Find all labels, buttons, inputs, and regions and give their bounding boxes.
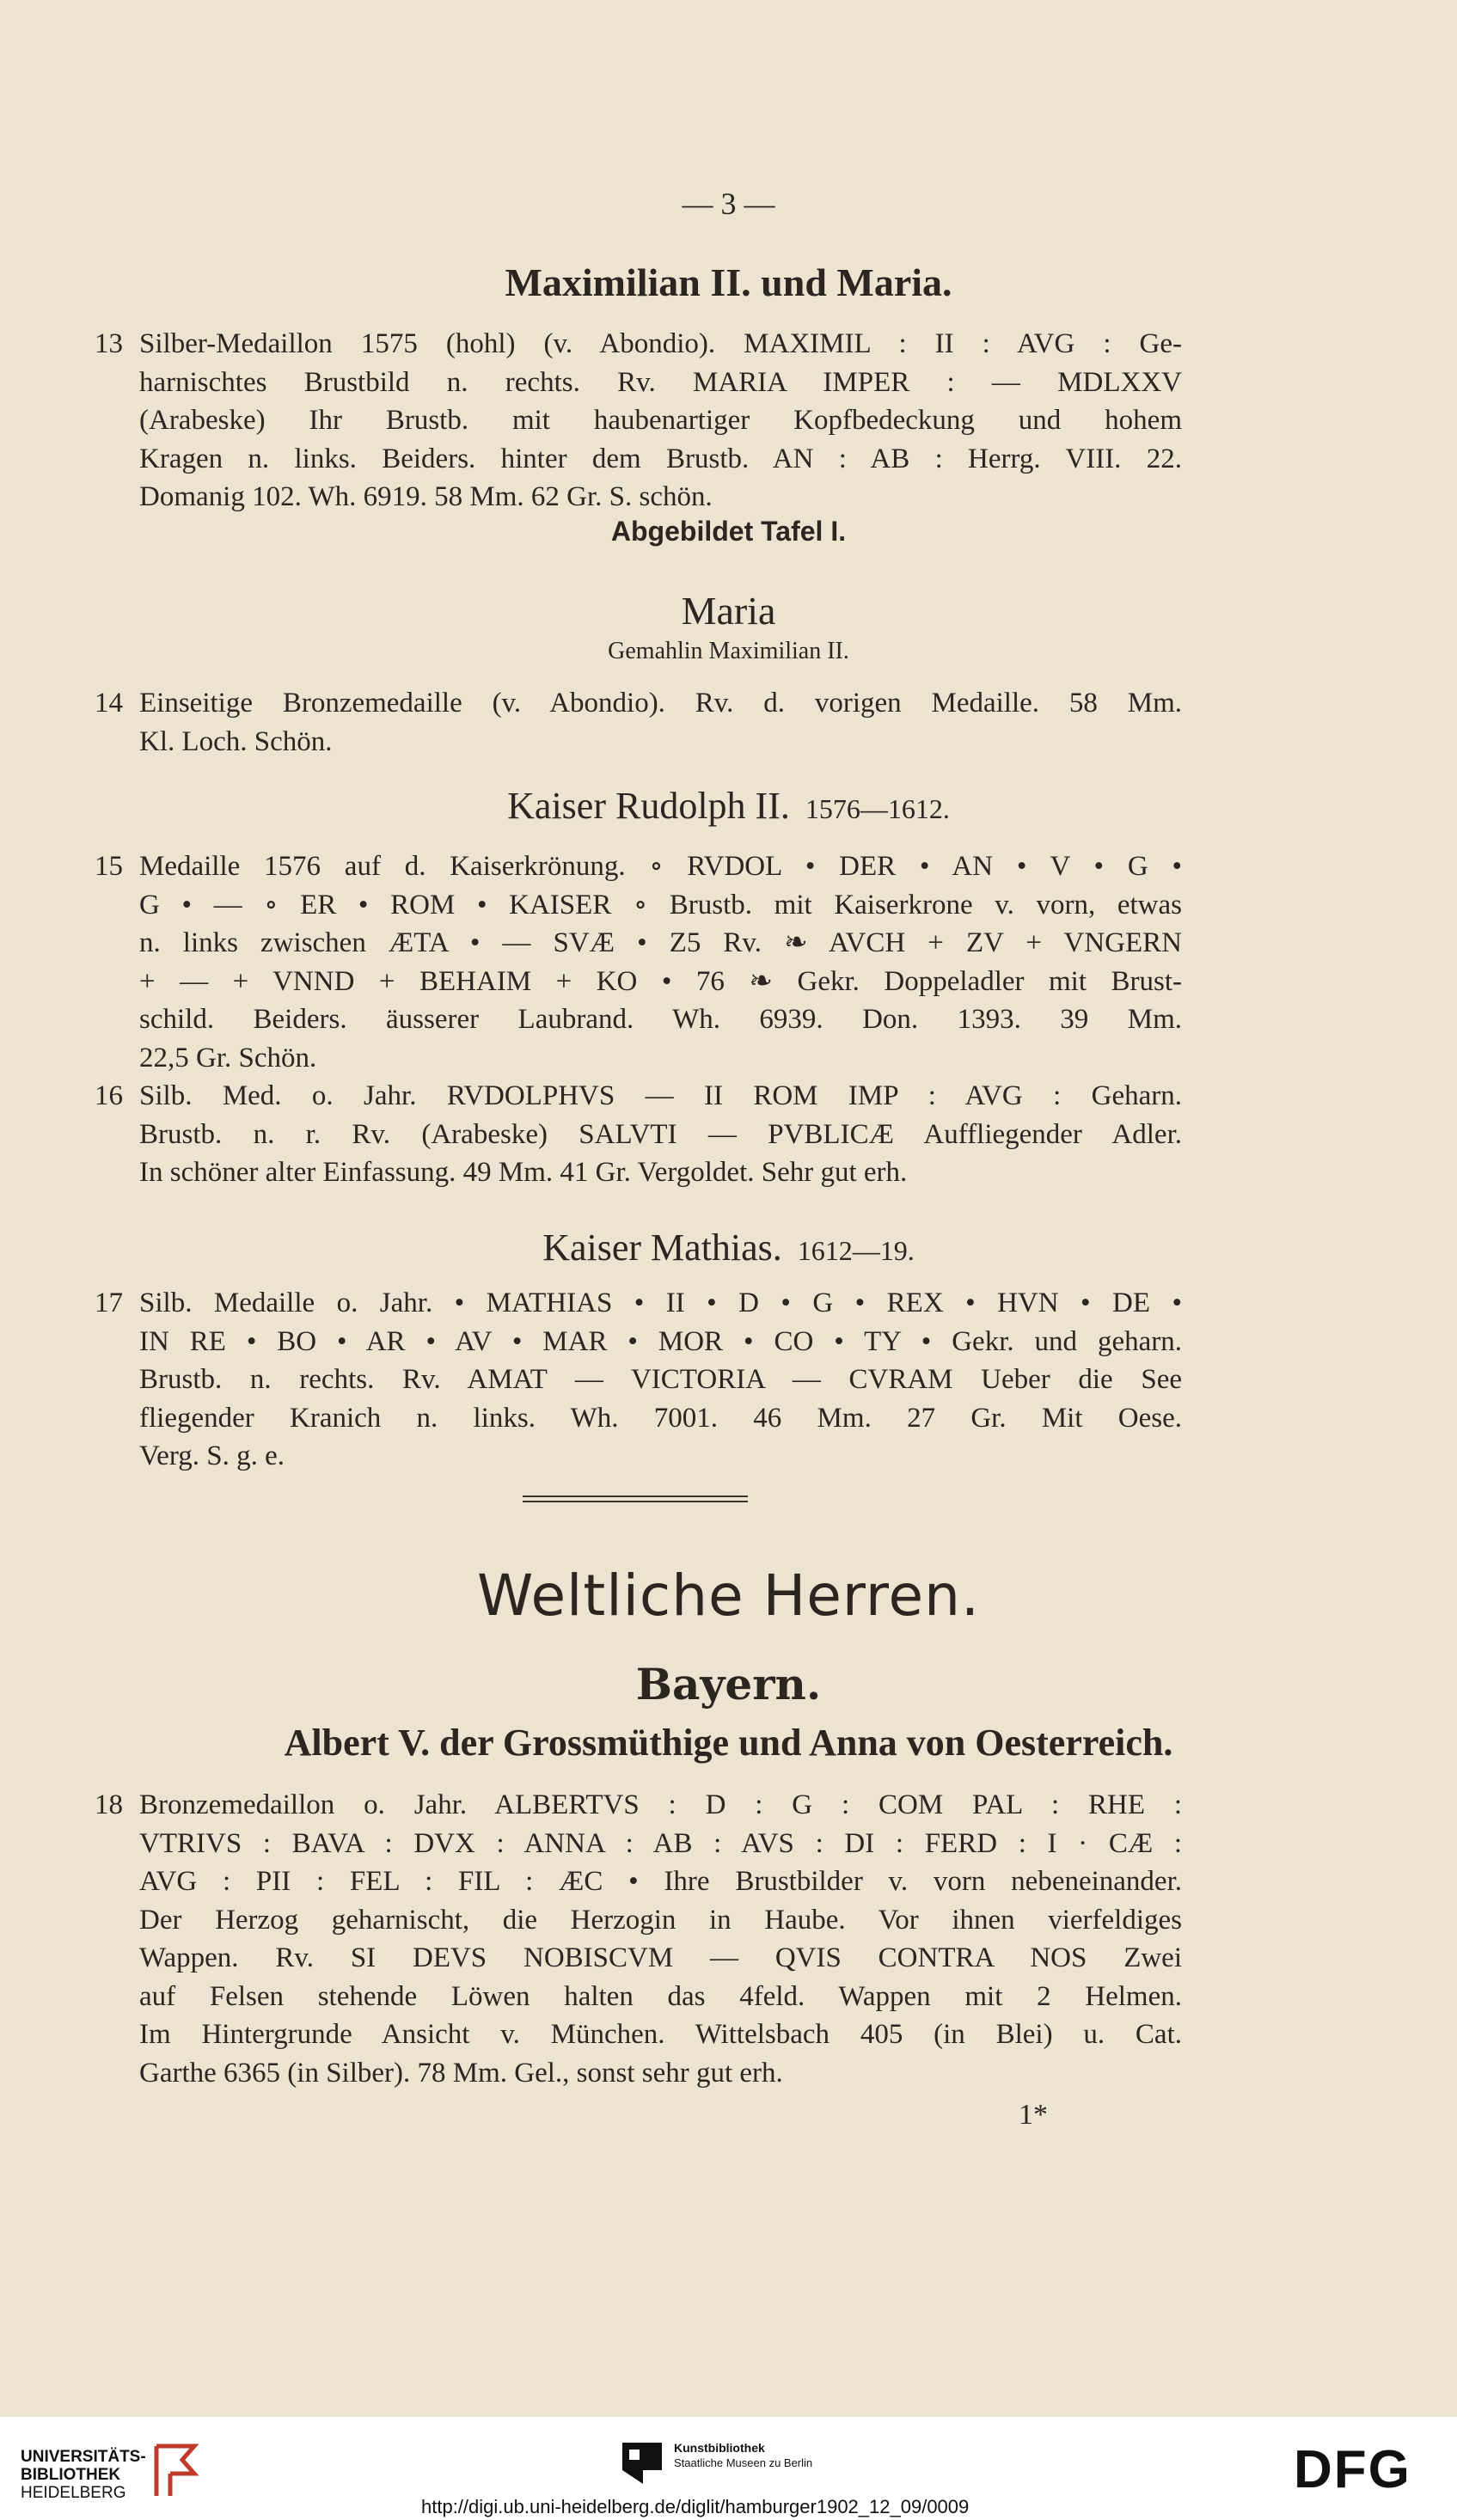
ub-line3: HEIDELBERG [21,2484,126,2502]
entry-line: Kl. Loch. Schön. [139,725,333,757]
entry-line: Bronzemedaillon o. Jahr. ALBERTVS : D : G : COM PAL : RHE : [139,1789,1182,1820]
section-title-text: Kaiser Mathias. [542,1226,782,1269]
chapter-heading: Weltliche Herren. [477,1563,980,1629]
section-title-maximilian: Maximilian II. und Maria. [505,260,952,304]
permalink-url[interactable]: http://digi.ub.uni-heidelberg.de/diglit/hamburger1902_12_09/0009 [421,2496,970,2517]
kunstbibliothek-logo-icon[interactable] [621,2441,664,2486]
footer-bar [0,2417,1457,2520]
entry-number: 15 [95,851,123,882]
dfg-logo[interactable]: DFG [1294,2440,1411,2499]
section-title-rudolph [0,784,1457,828]
entry-line: In schöner alter Einfassung. 49 Mm. 41 Gr. Vergoldet. Sehr gut erh. [139,1157,908,1188]
entry-line: Einseitige Bronzemedaille (v. Abondio). Rv. d. vorigen Medaille. 58 Mm. [139,688,1182,719]
kb-title: Kunstbibliothek [674,2441,765,2455]
entry-number: 16 [95,1080,123,1111]
entry-line: IN RE • BO • AR • AV • MAR • MOR • CO • TY • Gekr. und geharn. [139,1325,1182,1357]
section-title-text: Kaiser Rudolph II. [507,785,790,827]
entry-line: n. links zwischen ÆTA • — SVÆ • Z5 Rv. ❧ AVCH + ZV + VNGERN [139,927,1182,958]
entry-number: 13 [95,328,123,359]
entry-line: Brustb. n. r. Rv. (Arabeske) SALVTI — PVBLICÆ Auffliegender Adler. [139,1118,1182,1150]
section-subtitle-maria: Gemahlin Maximilian II. [608,638,849,664]
region-heading: Bayern. [635,1659,822,1710]
entry-line: Garthe 6365 (in Silber). 78 Mm. Gel., sonst sehr gut erh. [139,2057,783,2089]
entry-line: Silb. Medaille o. Jahr. • MATHIAS • II • D • G • REX • HVN • DE • [139,1288,1182,1318]
section-divider [523,1501,748,1502]
ub-line1: UNIVERSITÄTS- [21,2448,146,2466]
section-title-mathias [0,1226,1457,1269]
entry-line: VTRIVS : BAVA : DVX : ANNA : AB : AVS : DI : FERD : I · CÆ : [139,1827,1182,1859]
entry-line: Im Hintergrunde Ansicht v. München. Wittelsbach 405 (in Blei) u. Cat. [139,2019,1182,2050]
entry-line: Medaille 1576 auf d. Kaiserkrönung. ∘ RVDOL • DER • AN • V • G • [139,851,1182,882]
entry-line: Verg. S. g. e. [139,1440,285,1471]
entry-line: (Arabeske) Ihr Brustb. mit haubenartiger Kopfbedeckung und hohem [139,405,1182,436]
entry-line: fliegender Kranich n. links. Wh. 7001. 46 Mm. 27 Gr. Mit Oese. [139,1402,1182,1434]
entry-line: harnischtes Brustbild n. rechts. Rv. MARIA IMPER : — MDLXXV [139,366,1182,398]
entry-line: Kragen n. links. Beiders. hinter dem Brustb. AN : AB : Herrg. VIII. 22. [139,443,1182,474]
section-title-albert: Albert V. der Grossmüthige und Anna von Oesterreich. [284,1722,1173,1764]
entry-number: 17 [95,1288,123,1318]
section-years: 1612—19. [797,1235,915,1266]
ub-line2: BIBLIOTHEK [21,2466,121,2484]
entry-line: AVG : PII : FEL : FIL : ÆC • Ihre Brustbilder v. vorn nebeneinander. [139,1866,1182,1897]
page-number: — 3 — [682,187,775,221]
entry-line: Der Herzog geharnischt, die Herzogin in Haube. Vor ihnen vierfeldiges [139,1904,1182,1936]
entry-line: Silb. Med. o. Jahr. RVDOLPHVS — II ROM IMP : AVG : Geharn. [139,1080,1182,1111]
plate-reference-note: Abgebildet Tafel I. [610,516,847,547]
signature-mark: 1* [1019,2099,1048,2131]
entry-line: Wappen. Rv. SI DEVS NOBISCVM — QVIS CONTRA NOS Zwei [139,1942,1182,1973]
ub-heidelberg-logo-icon[interactable] [150,2441,203,2501]
entry-line: 22,5 Gr. Schön. [139,1042,317,1073]
entry-line: Domanig 102. Wh. 6919. 58 Mm. 62 Gr. S. schön. [139,481,713,512]
section-title-maria: Maria [681,589,776,633]
section-divider [523,1495,748,1497]
section-years: 1576—1612. [805,793,950,824]
entry-number: 14 [95,688,123,719]
entry-line: Brustb. n. rechts. Rv. AMAT — VICTORIA — CVRAM Ueber die See [139,1364,1182,1395]
kunstbibliothek-text[interactable] [674,2441,812,2470]
entry-line: G • — ∘ ER • ROM • KAISER ∘ Brustb. mit Kaiserkrone v. vorn, etwas [139,889,1182,921]
kb-subtitle: Staatliche Museen zu Berlin [674,2456,813,2469]
entry-line: schild. Beiders. äusserer Laubrand. Wh. 6939. Don. 1393. 39 Mm. [139,1004,1182,1035]
ub-heidelberg-logo-text[interactable] [21,2448,146,2502]
entry-line: Silber-Medaillon 1575 (hohl) (v. Abondio). MAXIMIL : II : AVG : Ge- [139,328,1182,359]
entry-line: + — + VNND + BEHAIM + KO • 76 ❧ Gekr. Doppeladler mit Brust- [139,965,1182,997]
entry-number: 18 [95,1789,123,1820]
entry-line: auf Felsen stehende Löwen halten das 4feld. Wappen mit 2 Helmen. [139,1980,1182,2012]
